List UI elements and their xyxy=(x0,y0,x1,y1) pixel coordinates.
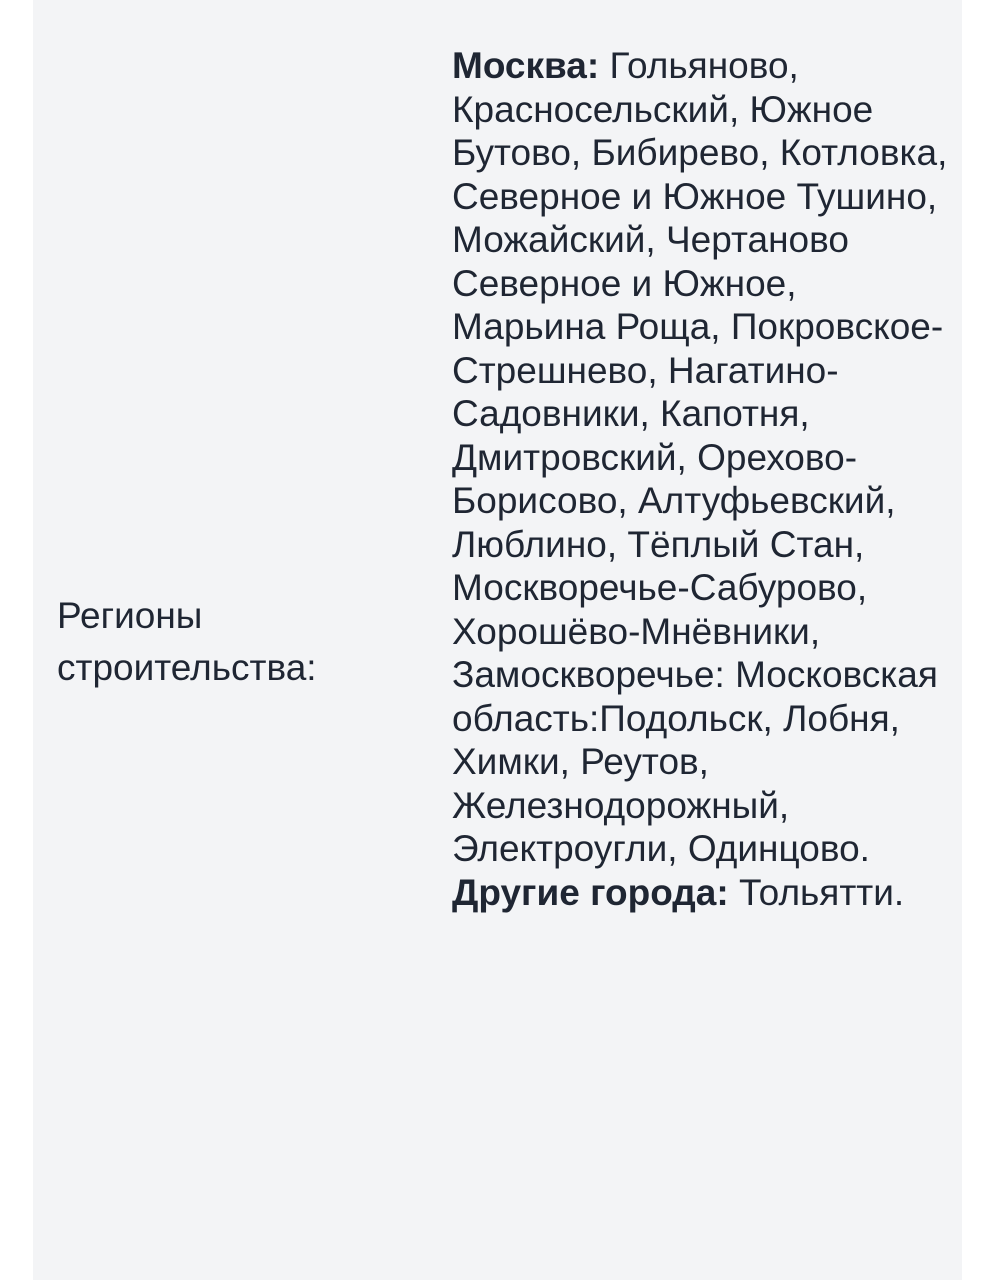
other-cities-heading: Другие города: xyxy=(452,871,729,913)
details-card xyxy=(33,0,962,1280)
regions-value xyxy=(452,44,952,914)
moscow-districts: Гольяново, Красносельский, Южное Бутово, Бибирево, Котловка, Северное и Южное Тушино, Можайский, Чертаново Северное и Южное, Марьина Роща, Покровское-Стрешнево, Нагатино-Садовники, Капотня, Дмитровский, Орехово-Борисово, Алтуфьевский, Люблино, Тёплый Стан, Москворечье-Сабурово, Хорошёво-Мнёвники, Замоскворечье: Московская область:Подольск, Лобня, Химки, Реутов, Железнодорожный, Электроугли, Одинцово. xyxy=(452,45,948,869)
other-cities: Тольятти. xyxy=(728,871,905,913)
regions-label: Регионы строительства: xyxy=(57,595,317,688)
moscow-heading: Москва: xyxy=(452,45,600,86)
